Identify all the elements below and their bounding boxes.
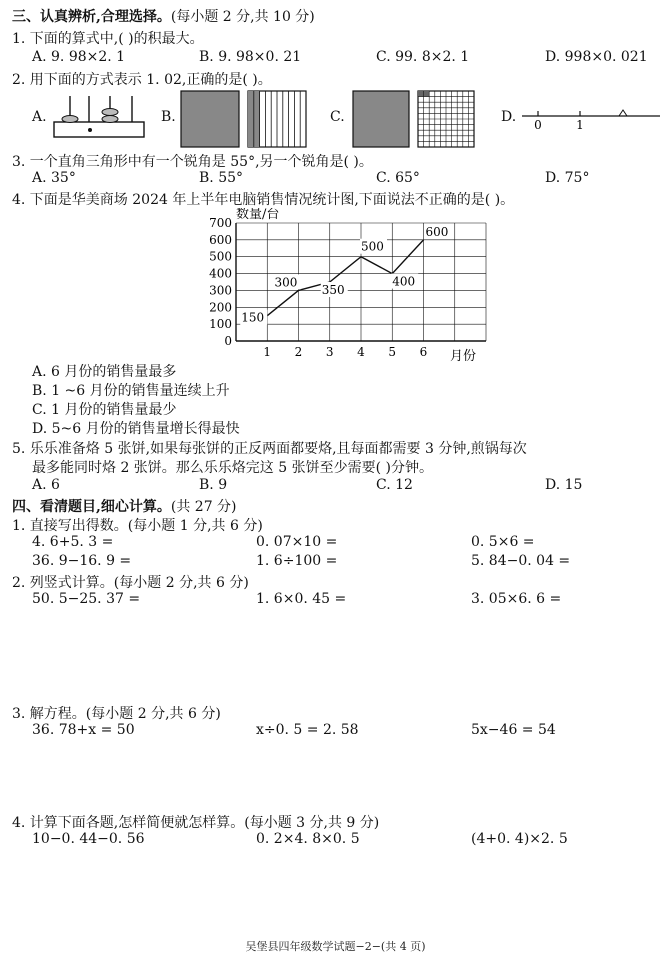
chart-x-tick-label: 3 [325, 345, 334, 359]
q1-stem: 1. 下面的算式中,( )的积最大。 [12, 31, 204, 47]
q5-option-b: B. 9 [199, 477, 228, 493]
chart-y-tick-label: 300 [209, 283, 232, 298]
chart-x-tick-label: 4 [357, 345, 365, 359]
chart-x-tick-label: 1 [263, 345, 272, 359]
decimal-squares-c-figure [352, 90, 478, 148]
chart-x-tick-label: 2 [294, 345, 303, 359]
p1-item: 0. 07×10 = [256, 534, 338, 550]
q3-option-b: B. 55° [199, 170, 244, 186]
q4-stem: 4. 下面是华美商场 2024 年上半年电脑销售情况统计图,下面说法不正确的是( )。 [12, 192, 515, 208]
chart-y-tick-label: 400 [209, 266, 232, 281]
abacus-figure [52, 92, 148, 142]
chart-x-ticks [263, 345, 427, 359]
chart-y-tick-label: 500 [209, 249, 232, 264]
p1-item: 36. 9−16. 9 = [32, 553, 132, 569]
p3-item: x÷0. 5 = 2. 58 [256, 722, 359, 738]
chart-x-tick-label: 6 [419, 345, 428, 359]
chart-y-tick-label: 700 [209, 216, 232, 230]
q5-line2: 最多能同时烙 2 张饼。那么乐乐烙完这 5 张饼至少需要( )分钟。 [32, 460, 433, 476]
p2-item: 50. 5−25. 37 = [32, 591, 141, 607]
p4-item: 0. 2×4. 8×0. 5 [256, 831, 360, 847]
chart-data-label: 150 [241, 310, 265, 325]
q1-option-a: A. 9. 98×2. 1 [32, 49, 126, 65]
chart-data-label: 600 [425, 224, 449, 239]
q4-option-d: D. 5~6 月份的销售量增长得最快 [32, 421, 240, 437]
q3-stem: 3. 一个直角三角形中有一个锐角是 55°,另一个锐角是( )。 [12, 154, 373, 170]
q1-option-c: C. 99. 8×2. 1 [376, 49, 470, 65]
q2-option-d: D. [501, 109, 517, 125]
section4-heading-rest: (共 27 分) [170, 499, 237, 515]
chart-data-labels [240, 224, 451, 325]
q4-option-b: B. 1 ~6 月份的销售量连续上升 [32, 383, 230, 399]
q4-option-c: C. 1 月份的销售量最少 [32, 402, 177, 418]
triangle-marker-icon [619, 110, 627, 116]
chart-y-tick-label: 600 [209, 232, 232, 247]
numberline-tick-0: 0 [534, 118, 542, 132]
p3-stem: 3. 解方程。(每小题 2 分,共 6 分) [12, 706, 221, 722]
q5-line1: 5. 乐乐准备烙 5 张饼,如果每张饼的正反两面都要烙,且每面都需要 3 分钟,煎锅每次 [12, 441, 527, 457]
chart-data-label: 500 [361, 239, 384, 254]
p2-item: 1. 6×0. 45 = [256, 591, 347, 607]
page-footer: 吴堡县四年级数学试题−2−(共 4 页) [245, 940, 426, 953]
q3-option-d: D. 75° [545, 170, 590, 186]
chart-y-tick-label: 100 [209, 317, 232, 332]
p1-item: 5. 84−0. 04 = [471, 553, 571, 569]
q5-option-d: D. 15 [545, 477, 583, 493]
q2-option-a: A. [32, 109, 47, 125]
q1-option-d: D. 998×0. 021 [545, 49, 648, 65]
chart-x-tick-label: 5 [388, 345, 397, 359]
numberline-tick-1: 1 [576, 118, 584, 132]
sales-line-chart [196, 208, 496, 366]
chart-data-label: 350 [321, 283, 345, 297]
chart-x-axis-label: 月份 [450, 349, 477, 364]
section3-heading [12, 6, 315, 26]
q4-option-a: A. 6 月份的销售量最多 [32, 364, 177, 380]
decimal-squares-b-figure [180, 90, 310, 148]
shaded-hundredth [418, 91, 424, 97]
chart-data-label: 400 [392, 274, 416, 289]
section3-heading-bold: 三、认真辨析,合理选择。 [12, 9, 171, 25]
p2-item: 3. 05×6. 6 = [471, 591, 562, 607]
p3-item: 5x−46 = 54 [471, 722, 556, 738]
chart-data-label: 300 [274, 275, 298, 290]
q3-option-a: A. 35° [32, 170, 76, 186]
p1-item: 1. 6÷100 = [256, 553, 338, 569]
q5-option-a: A. 6 [32, 477, 60, 493]
number-line-figure [520, 104, 665, 134]
chart-y-ticks [209, 216, 232, 348]
shaded-hundredth [424, 91, 430, 97]
chart-y-axis-label: 数量/台 [236, 208, 280, 222]
p4-item: 10−0. 44−0. 56 [32, 831, 145, 847]
p1-item: 4. 6+5. 3 = [32, 534, 114, 550]
q1-option-b: B. 9. 98×0. 21 [199, 49, 302, 65]
shaded-tenth [248, 91, 254, 147]
shaded-tenth [254, 91, 260, 147]
section4-heading [12, 496, 237, 516]
p3-item: 36. 78+x = 50 [32, 722, 135, 738]
q2-option-b: B. [161, 109, 176, 125]
q3-option-c: C. 65° [376, 170, 420, 186]
p2-stem: 2. 列竖式计算。(每小题 2 分,共 6 分) [12, 575, 249, 591]
p1-item: 0. 5×6 = [471, 534, 535, 550]
p4-stem: 4. 计算下面各题,怎样简便就怎样算。(每小题 3 分,共 9 分) [12, 815, 380, 831]
q2-stem: 2. 用下面的方式表示 1. 02,正确的是( )。 [12, 72, 272, 88]
chart-y-tick-label: 200 [209, 300, 232, 315]
q5-option-c: C. 12 [376, 477, 413, 493]
chart-y-tick-label: 0 [224, 334, 232, 348]
p1-stem: 1. 直接写出得数。(每小题 1 分,共 6 分) [12, 518, 263, 534]
section4-heading-bold: 四、看清题目,细心计算。 [12, 499, 171, 515]
section3-heading-rest: (每小题 2 分,共 10 分) [170, 9, 315, 25]
q2-option-c: C. [330, 109, 345, 125]
p4-item: (4+0. 4)×2. 5 [471, 831, 568, 847]
